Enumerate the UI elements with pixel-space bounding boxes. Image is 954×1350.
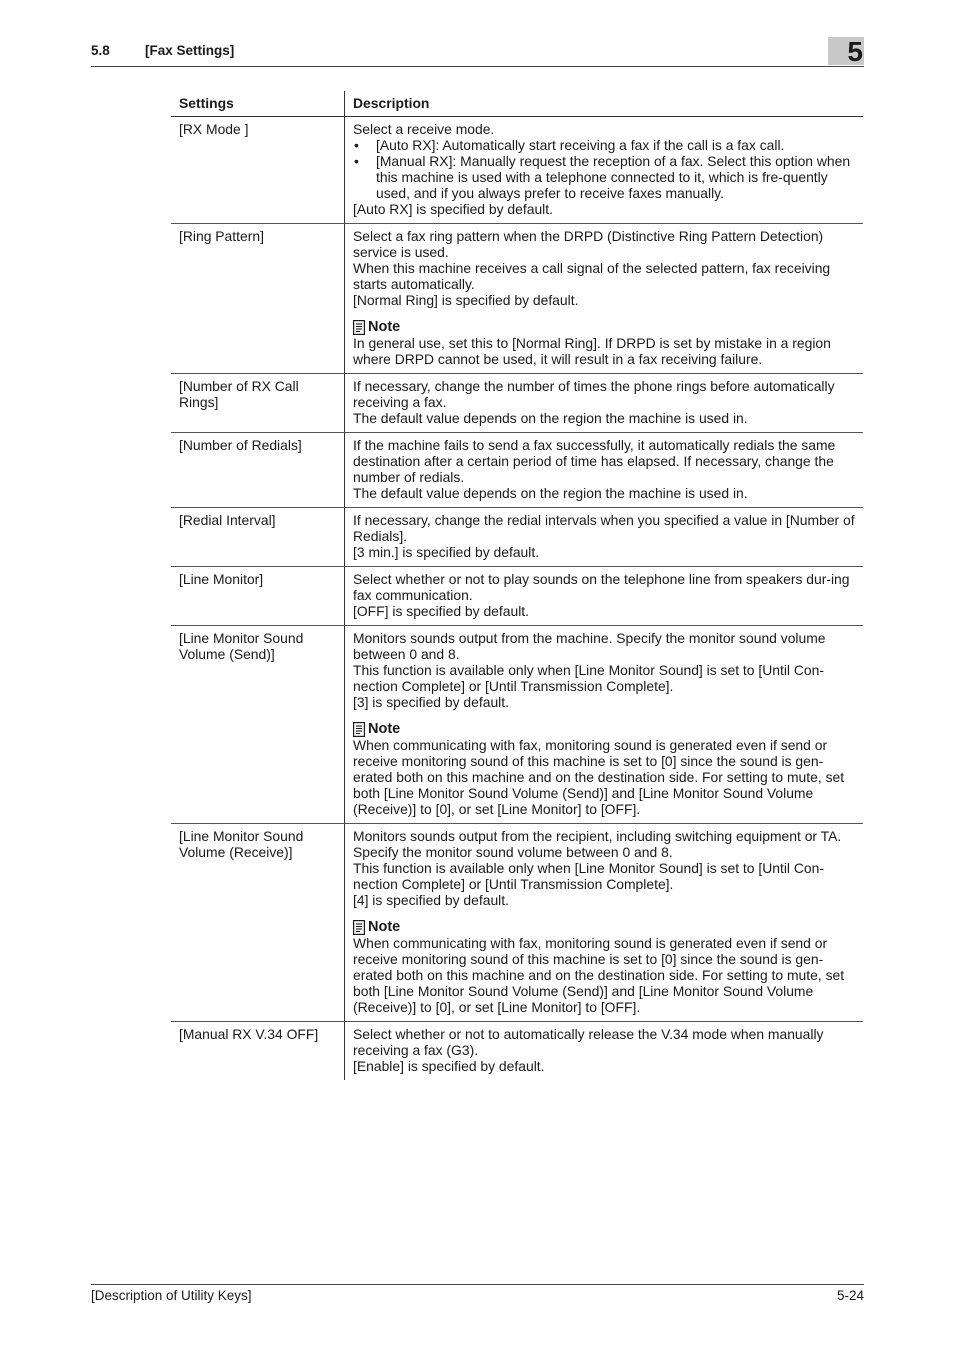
setting-name: [Ring Pattern] xyxy=(171,224,345,374)
memo-icon xyxy=(353,722,365,737)
setting-name: [Number of RX Call Rings] xyxy=(171,374,345,433)
col-description-header: Description xyxy=(345,91,864,117)
note-heading xyxy=(353,721,857,737)
description-line: [4] is specified by default. xyxy=(353,892,509,908)
footer-title: [Description of Utility Keys] xyxy=(91,1288,252,1303)
table-body xyxy=(171,117,863,1081)
setting-name: [Redial Interval] xyxy=(171,508,345,567)
setting-name: [Line Monitor Sound Volume (Receive)] xyxy=(171,824,345,1022)
note-label: Note xyxy=(368,919,401,935)
setting-name: [Number of Redials] xyxy=(171,433,345,508)
table-row xyxy=(171,1022,863,1081)
setting-name: [Manual RX V.34 OFF] xyxy=(171,1022,345,1081)
description-line: Monitors sounds output from the machine. Specify the monitor sound volume between 0 and 8. xyxy=(353,630,826,662)
description-line: Select whether or not to automatically release the V.34 mode when manually receiving a fax (G3). xyxy=(353,1026,824,1058)
setting-description xyxy=(345,824,864,1022)
option-item: • [Manual RX]: Manually request the reception of a fax. Select this option when this machine is used with a telephone connected to it, which is fre-quently used, and if you always prefer to receive faxes manually. xyxy=(353,153,857,201)
note-heading xyxy=(353,919,857,935)
note-block xyxy=(353,919,857,1015)
section-title: [Fax Settings] xyxy=(145,43,235,58)
option-item: • [Auto RX]: Automatically start receiving a fax if the call is a fax call. xyxy=(353,137,857,153)
col-settings-header: Settings xyxy=(171,91,345,117)
note-text: When communicating with fax, monitoring sound is generated even if send or receive monitoring sound of this machine is set to [0] since the sound is gen-erated both on this machine and on the destination side. For setting to mute, set both [Line Monitor Sound Volume (Send)] and [Line Monitor Sound Volume (Receive)] to [0], or set [Line Monitor] to [OFF]. xyxy=(353,935,845,1015)
setting-description xyxy=(345,508,864,567)
setting-description xyxy=(345,224,864,374)
memo-icon xyxy=(353,920,365,935)
page-footer xyxy=(91,1284,864,1303)
description-line: [OFF] is specified by default. xyxy=(353,603,530,619)
note-block xyxy=(353,319,857,367)
description-line: Monitors sounds output from the recipient, including switching equipment or TA. Specify the monitor sound volume between 0 and 8. xyxy=(353,828,842,860)
table-row xyxy=(171,117,863,224)
page-number: 5-24 xyxy=(836,1288,864,1303)
table-row xyxy=(171,224,863,374)
description-line: When this machine receives a call signal of the selected pattern, fax receiving starts automatically. xyxy=(353,260,831,292)
settings-table xyxy=(171,91,863,1080)
setting-name: [RX Mode ] xyxy=(171,117,345,224)
section-number: 5.8 xyxy=(91,43,110,58)
page-header xyxy=(91,36,864,67)
option-list xyxy=(353,137,857,201)
table-row xyxy=(171,626,863,824)
description-line: The default value depends on the region the machine is used in. xyxy=(353,485,748,501)
description-line: [Normal Ring] is specified by default. xyxy=(353,292,579,308)
table-header-row xyxy=(171,91,863,117)
description-line: If necessary, change the redial intervals when you specified a value in [Number of Redials]. xyxy=(353,512,855,544)
table-row xyxy=(171,824,863,1022)
description-line: Select whether or not to play sounds on the telephone line from speakers dur-ing fax communication. xyxy=(353,571,850,603)
chapter-number: 5 xyxy=(847,36,863,67)
setting-name: [Line Monitor] xyxy=(171,567,345,626)
description-line: If necessary, change the number of times the phone rings before automatically receiving a fax. xyxy=(353,378,835,410)
description-line: [Enable] is specified by default. xyxy=(353,1058,545,1074)
description-line: This function is available only when [Line Monitor Sound] is set to [Until Con-nection Complete] or [Until Transmission Complete]. xyxy=(353,860,824,892)
note-block xyxy=(353,721,857,817)
table-row xyxy=(171,433,863,508)
note-label: Note xyxy=(368,319,401,335)
note-label: Note xyxy=(368,721,401,737)
description-line: If the machine fails to send a fax successfully, it automatically redials the same destination after a certain period of time has elapsed. If necessary, change the number of redials. xyxy=(353,437,836,485)
setting-description xyxy=(345,626,864,824)
setting-description xyxy=(345,374,864,433)
description-line: This function is available only when [Line Monitor Sound] is set to [Until Con-nection Complete] or [Until Transmission Complete]. xyxy=(353,662,824,694)
setting-description xyxy=(345,433,864,508)
memo-icon xyxy=(353,320,365,335)
chapter-badge xyxy=(828,37,864,65)
table-row xyxy=(171,508,863,567)
note-text: When communicating with fax, monitoring sound is generated even if send or receive monitoring sound of this machine is set to [0] since the sound is gen-erated both on this machine and on the destination side. For setting to mute, set both [Line Monitor Sound Volume (Send)] and [Line Monitor Sound Volume (Receive)] to [0], or set [Line Monitor] to [OFF]. xyxy=(353,737,845,817)
note-text: In general use, set this to [Normal Ring]. If DRPD is set by mistake in a region where DRPD cannot be used, it will result in a fax receiving failure. xyxy=(353,335,831,367)
note-heading xyxy=(353,319,857,335)
description-line: [3 min.] is specified by default. xyxy=(353,544,540,560)
table-row xyxy=(171,567,863,626)
setting-description xyxy=(345,567,864,626)
description-line: Select a fax ring pattern when the DRPD (Distinctive Ring Pattern Detection) service is used. xyxy=(353,228,824,260)
description-line: [Auto RX] is specified by default. xyxy=(353,201,553,217)
description-line: The default value depends on the region the machine is used in. xyxy=(353,410,748,426)
description-line: [3] is specified by default. xyxy=(353,694,509,710)
description-line: Select a receive mode. xyxy=(353,121,495,137)
setting-description xyxy=(345,117,864,224)
setting-name: [Line Monitor Sound Volume (Send)] xyxy=(171,626,345,824)
setting-description xyxy=(345,1022,864,1081)
table-row xyxy=(171,374,863,433)
